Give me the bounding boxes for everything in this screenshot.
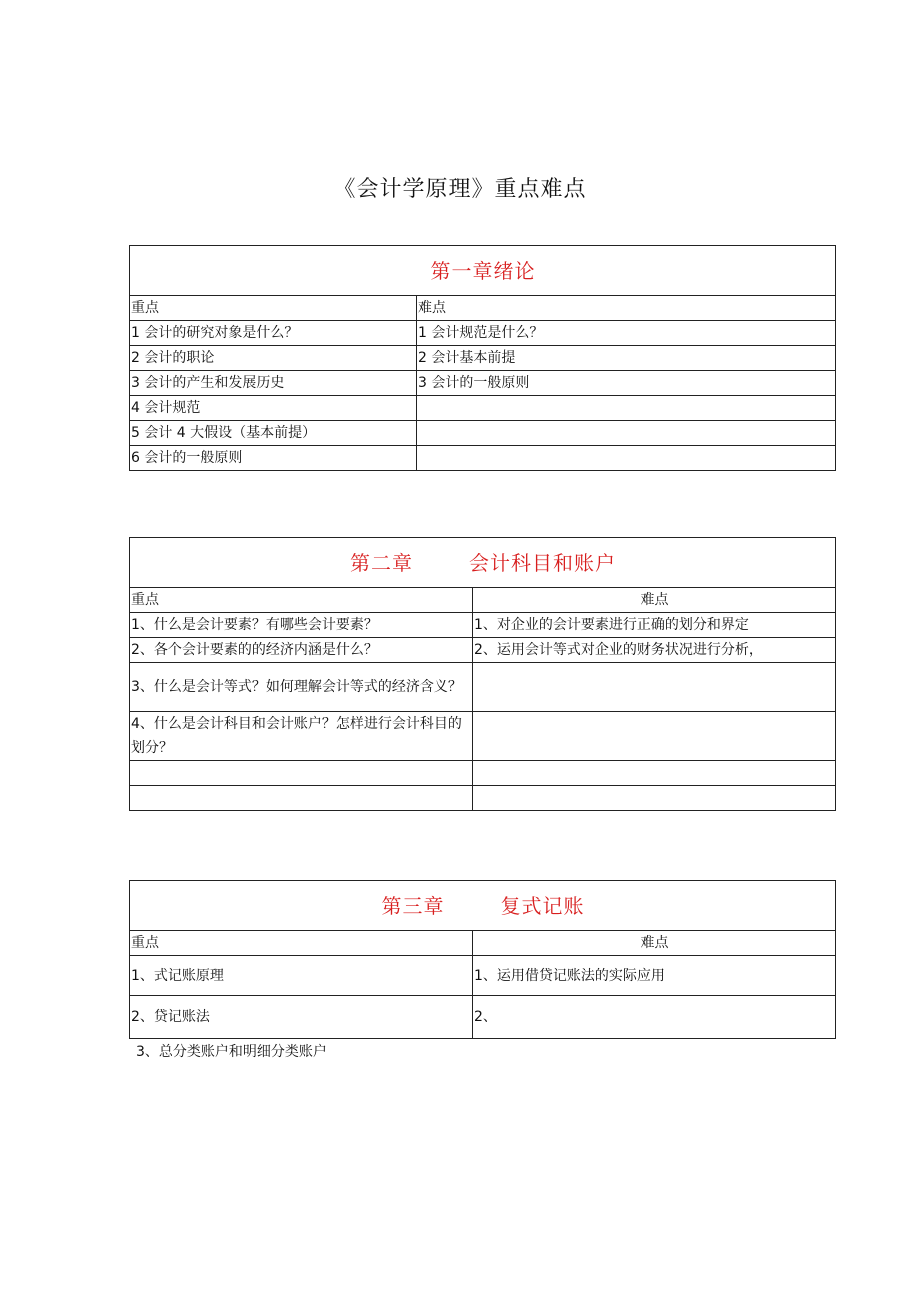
difficulty-cell	[417, 446, 836, 471]
key-point-cell: 2 会计的职论	[130, 346, 417, 371]
chapter-2-number: 第二章	[350, 550, 413, 575]
col-header-hard: 难点	[417, 296, 836, 321]
table-row	[130, 712, 836, 761]
chapter-3-table	[129, 880, 836, 1039]
key-point-cell: 1、式记账原理	[130, 956, 473, 996]
table-row	[130, 371, 836, 396]
table-row	[130, 638, 836, 663]
difficulty-cell	[473, 786, 836, 811]
chapter-1-heading: 第一章绪论	[130, 246, 836, 296]
chapter-3-extra-note: 3、总分类账户和明细分类账户	[136, 1044, 327, 1060]
chapter-2-heading	[130, 538, 836, 588]
difficulty-cell: 1、运用借贷记账法的实际应用	[473, 956, 836, 996]
difficulty-cell	[473, 712, 836, 761]
key-point-cell: 5 会计 4 大假设（基本前提）	[130, 421, 417, 446]
table-row	[130, 446, 836, 471]
key-point-cell: 4 会计规范	[130, 396, 417, 421]
document-title: 《会计学原理》重点难点	[333, 177, 587, 202]
col-header-hard: 难点	[473, 931, 836, 956]
key-point-cell: 2、贷记账法	[130, 996, 473, 1039]
col-header-key: 重点	[130, 296, 417, 321]
chapter-3-heading	[130, 881, 836, 931]
key-point-cell: 3 会计的产生和发展历史	[130, 371, 417, 396]
table-row	[130, 613, 836, 638]
difficulty-cell: 3 会计的一般原则	[417, 371, 836, 396]
difficulty-cell: 2、	[473, 996, 836, 1039]
key-point-cell	[130, 761, 473, 786]
table-row	[130, 663, 836, 712]
table-row	[130, 956, 836, 996]
table-row	[130, 996, 836, 1039]
key-point-cell: 2、各个会计要素的的经济内涵是什么？	[130, 638, 473, 663]
chapter-3-number: 第三章	[381, 893, 445, 918]
difficulty-cell	[417, 421, 836, 446]
key-point-cell: 1、什么是会计要素？有哪些会计要素？	[130, 613, 473, 638]
table-row	[130, 421, 836, 446]
difficulty-cell: 2、运用会计等式对企业的财务状况进行分析，	[473, 638, 836, 663]
chapter-1-table	[129, 245, 836, 471]
key-point-cell: 6 会计的一般原则	[130, 446, 417, 471]
table-row	[130, 786, 836, 811]
chapter-2-table	[129, 537, 836, 811]
key-point-cell	[130, 786, 473, 811]
col-header-key: 重点	[130, 588, 473, 613]
table-row	[130, 321, 836, 346]
key-point-cell: 4、什么是会计科目和会计账户？怎样进行会计科目的划分？	[130, 712, 473, 761]
difficulty-cell: 2 会计基本前提	[417, 346, 836, 371]
col-header-key: 重点	[130, 931, 473, 956]
difficulty-cell	[473, 761, 836, 786]
difficulty-cell	[417, 396, 836, 421]
table-row	[130, 396, 836, 421]
col-header-hard: 难点	[473, 588, 836, 613]
difficulty-cell: 1 会计规范是什么？	[417, 321, 836, 346]
chapter-2-name: 会计科目和账户	[469, 550, 616, 575]
key-point-cell: 3、什么是会计等式？如何理解会计等式的经济含义？	[130, 663, 473, 712]
chapter-3-name: 复式记账	[500, 893, 585, 918]
table-row	[130, 761, 836, 786]
key-point-cell: 1 会计的研究对象是什么？	[130, 321, 417, 346]
difficulty-cell	[473, 663, 836, 712]
difficulty-cell: 1、对企业的会计要素进行正确的划分和界定	[473, 613, 836, 638]
table-row	[130, 346, 836, 371]
